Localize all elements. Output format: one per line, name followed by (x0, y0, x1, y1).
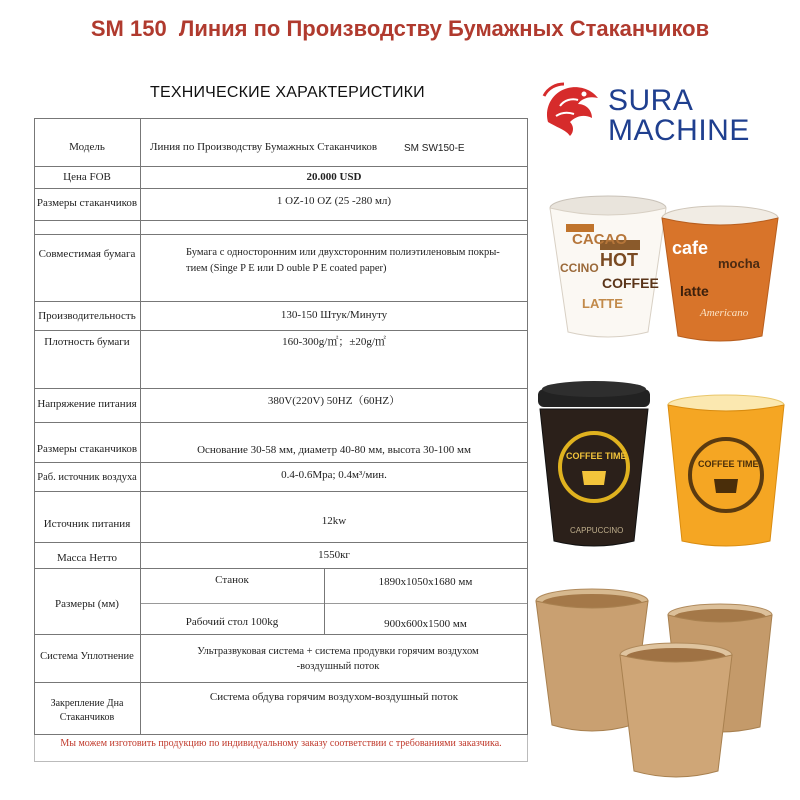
label-price: Цена FOB (63, 171, 111, 183)
value-model-code: SM SW150-E (404, 143, 465, 154)
cup-word: LATTE (582, 296, 623, 311)
sub-row-divider (140, 603, 528, 604)
label-productivity: Производительность (38, 310, 136, 322)
value-sealing-line2: -воздушный поток (296, 661, 380, 672)
value-cup-sizes: 1 OZ-10 OZ (25 -280 мл) (276, 195, 392, 207)
label-cup-sizes: Размеры стаканчиков (36, 197, 138, 209)
coffee-time-cups-photo (530, 375, 800, 555)
label-air: Раб. источник воздуха (37, 472, 137, 483)
label-weight: Масса Нетто (57, 552, 117, 564)
value-density: 160-300g/㎡；±20g/㎡ (282, 336, 386, 348)
table-border-top (34, 118, 528, 119)
row-divider (34, 301, 528, 302)
cup-logo-text: COFFEE TIME (566, 451, 627, 461)
cup-word: Americano (700, 307, 749, 319)
cup-word: latte (680, 283, 709, 299)
logo-text-sura: SURA (608, 84, 694, 117)
cup-word: CCINO (560, 261, 599, 275)
value-weight: 1550кг (318, 549, 350, 561)
row-divider (34, 634, 528, 635)
value-paper-line1: Бумага с односторонним или двухсторонним полиэтиленовым покры- (186, 247, 500, 258)
column-divider (527, 118, 528, 734)
cup-foot-text: CAPPUCCINO (570, 526, 624, 535)
value-cup-dims: Основание 30-58 мм, диаметр 40-80 мм, высота 30-100 мм (197, 444, 471, 456)
value-fixing: Система обдува горячим воздухом-воздушный поток (209, 691, 459, 703)
label-fixing-line2: Стаканчиков (59, 712, 115, 723)
row-divider (34, 422, 528, 423)
value-power: 12kw (321, 515, 347, 527)
value-paper-line2: тием (Singe P E или D ouble P E coated paper) (186, 263, 387, 274)
label-sealing: Система Уплотнение (40, 651, 134, 662)
printed-cups-photo (530, 180, 800, 360)
cup-logo-text: COFFEE TIME (698, 459, 759, 469)
row-divider (34, 462, 528, 463)
cup-word: CACAO (572, 231, 627, 248)
row-divider (34, 188, 528, 189)
column-divider (140, 118, 141, 734)
label-paper: Совместимая бумага (38, 248, 136, 260)
row-divider (34, 234, 528, 235)
label-cup-dims: Размеры стаканчиков (36, 443, 138, 455)
cup-word: COFFEE (602, 275, 659, 291)
label-model: Модель (69, 141, 105, 153)
label-dimensions: Размеры (мм) (55, 598, 119, 610)
row-divider (34, 220, 528, 221)
row-divider (34, 330, 528, 331)
label-power: Источник питания (43, 518, 131, 530)
koi-fish-icon (538, 78, 604, 140)
label-voltage: Напряжение питания (37, 398, 137, 410)
kraft-cups-photo (530, 585, 800, 785)
logo-text-machine: MACHINE (608, 114, 750, 147)
row-divider (34, 734, 528, 735)
value-table-label: Рабочий стол 100kg (185, 616, 279, 628)
value-productivity: 130-150 Штук/Минуту (280, 309, 388, 321)
cup-word: mocha (718, 256, 760, 271)
value-voltage: 380V(220V) 50HZ（60HZ） (267, 395, 401, 407)
value-machine-size: 1890x1050x1680 мм (378, 576, 473, 588)
cup-word: HOT (600, 250, 638, 270)
value-price: 20.000 USD (306, 171, 362, 183)
footer-note: Мы можем изготовить продукцию по индивидуальному заказу соответствии с требованиями заказчика. (60, 738, 502, 749)
row-divider (34, 166, 528, 167)
cup-word: cafe (672, 238, 709, 258)
row-divider (34, 568, 528, 569)
value-machine-label: Станок (215, 574, 249, 586)
row-divider (34, 542, 528, 543)
row-divider (34, 682, 528, 683)
page-title: SM 150 Линия по Производству Бумажных Стаканчиков (90, 16, 710, 41)
row-divider (34, 491, 528, 492)
label-fixing-line1: Закрепление Дна (50, 698, 124, 709)
value-air: 0.4-0.6Mpa; 0.4м³/мин. (281, 469, 387, 481)
value-sealing-line1: Ультразвуковая система + система продувки горячим воздухом (197, 646, 479, 657)
column-divider (34, 118, 35, 734)
value-model: Линия по Производству Бумажных Стаканчиков (150, 141, 378, 153)
specs-heading: ТЕХНИЧЕСКИЕ ХАРАКТЕРИСТИКИ (150, 84, 425, 101)
row-divider (34, 388, 528, 389)
label-density: Плотность бумаги (44, 336, 130, 348)
value-table-size: 900x600x1500 мм (384, 618, 467, 630)
